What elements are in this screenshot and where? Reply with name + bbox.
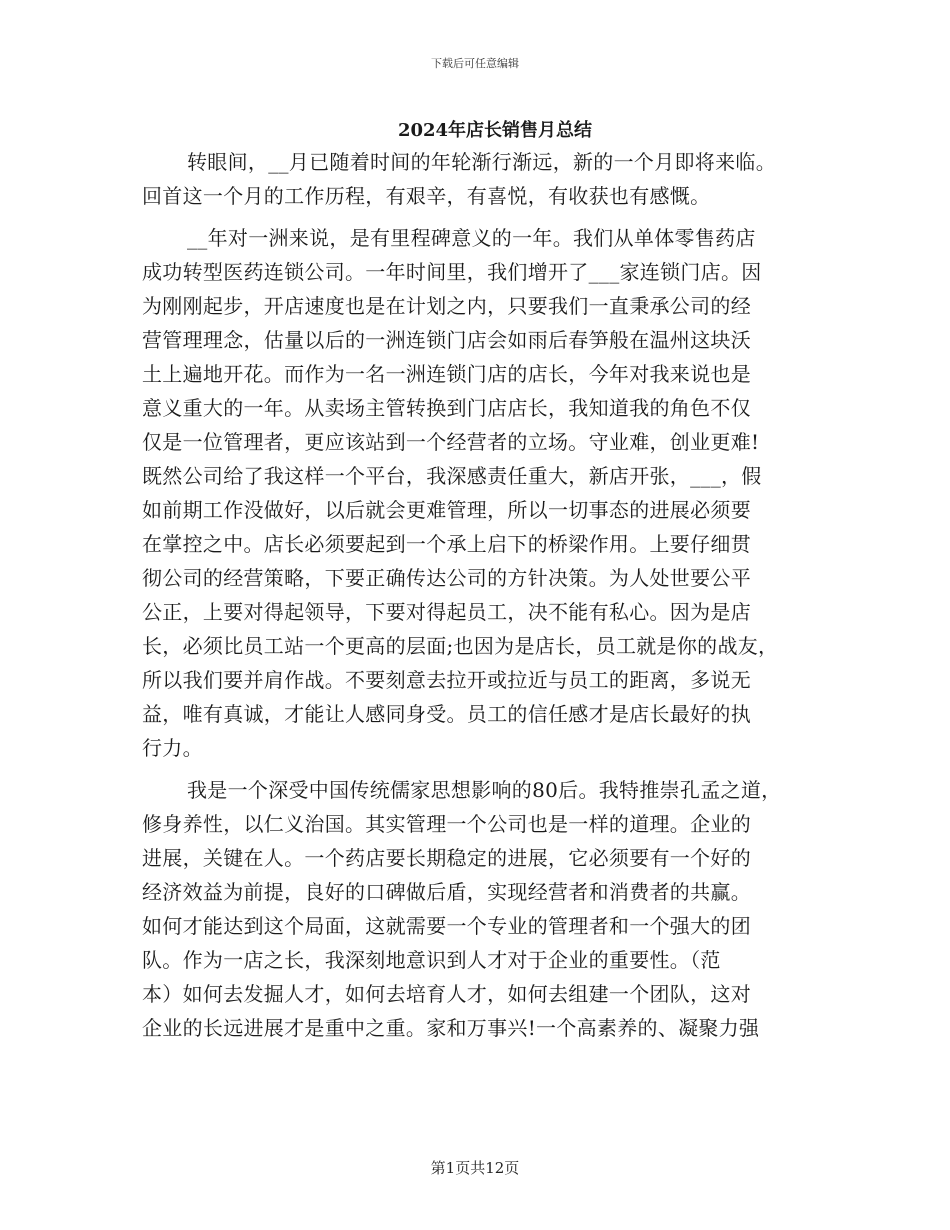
- body-line: 转眼间，__月已随着时间的年轮渐行渐远，新的一个月即将来临。: [187, 150, 776, 174]
- body-line: 长，必须比员工站一个更高的层面;也因为是店长，员工就是你的战友，: [142, 634, 779, 658]
- body-line: 如前期工作没做好，以后就会更难管理，所以一切事态的进展必须要: [142, 498, 751, 522]
- body-line: 我是一个深受中国传统儒家思想影响的80后。我特推崇孔孟之道，: [187, 778, 782, 802]
- body-line: 公正，上要对得起领导，下要对得起员工，决不能有私心。因为是店: [142, 600, 751, 624]
- document-title: 2024年店长销售月总结: [397, 120, 593, 141]
- body-line: 如何才能达到这个局面，这就需要一个专业的管理者和一个强大的团: [142, 914, 751, 938]
- body-line: 益，唯有真诚，才能让人感同身受。员工的信任感才是店长最好的执: [142, 702, 751, 726]
- body-line: __年对一洲来说，是有里程碑意义的一年。我们从单体零售药店: [187, 226, 756, 250]
- body-line: 既然公司给了我这样一个平台，我深感责任重大，新店开张，___，假: [142, 464, 762, 488]
- body-line: 回首这一个月的工作历程，有艰辛，有喜悦，有收获也有感慨。: [142, 184, 711, 208]
- body-line: 所以我们要并肩作战。不要刻意去拉开或拉近与员工的距离，多说无: [142, 668, 751, 692]
- body-line: 本）如何去发掘人才，如何去培育人才，如何去组建一个团队，这对: [142, 982, 751, 1006]
- body-line: 行力。: [142, 736, 203, 760]
- body-line: 队。作为一店之长，我深刻地意识到人才对于企业的重要性。（范: [142, 948, 721, 972]
- header-note: 下载后可任意编辑: [431, 57, 519, 70]
- body-line: 意义重大的一年。从卖场主管转换到门店店长，我知道我的角色不仅: [142, 396, 751, 420]
- body-line: 仅是一位管理者，更应该站到一个经营者的立场。守业难，创业更难!: [142, 430, 760, 454]
- body-line: 彻公司的经营策略，下要正确传达公司的方针决策。为人处世要公平: [142, 566, 751, 590]
- body-line: 经济效益为前提，良好的口碑做后盾，实现经营者和消费者的共赢。: [142, 880, 751, 904]
- body-line: 土上遍地开花。而作为一名一洲连锁门店的店长，今年对我来说也是: [142, 362, 751, 386]
- body-line: 在掌控之中。店长必须要起到一个承上启下的桥梁作用。上要仔细贯: [142, 532, 751, 556]
- body-line: 修身养性，以仁义治国。其实管理一个公司也是一样的道理。企业的: [142, 812, 751, 836]
- page-number: 第1页共12页: [430, 1159, 520, 1177]
- body-line: 为刚刚起步，开店速度也是在计划之内，只要我们一直秉承公司的经: [142, 294, 751, 318]
- body-line: 企业的长远进展才是重中之重。家和万事兴!一个高素养的、凝聚力强: [142, 1016, 760, 1040]
- body-line: 成功转型医药连锁公司。一年时间里，我们增开了___家连锁门店。因: [142, 260, 762, 284]
- body-line: 进展，关键在人。一个药店要长期稳定的进展，它必须要有一个好的: [142, 846, 751, 870]
- body-line: 营管理理念，估量以后的一洲连锁门店会如雨后春笋般在温州这块沃: [142, 328, 751, 352]
